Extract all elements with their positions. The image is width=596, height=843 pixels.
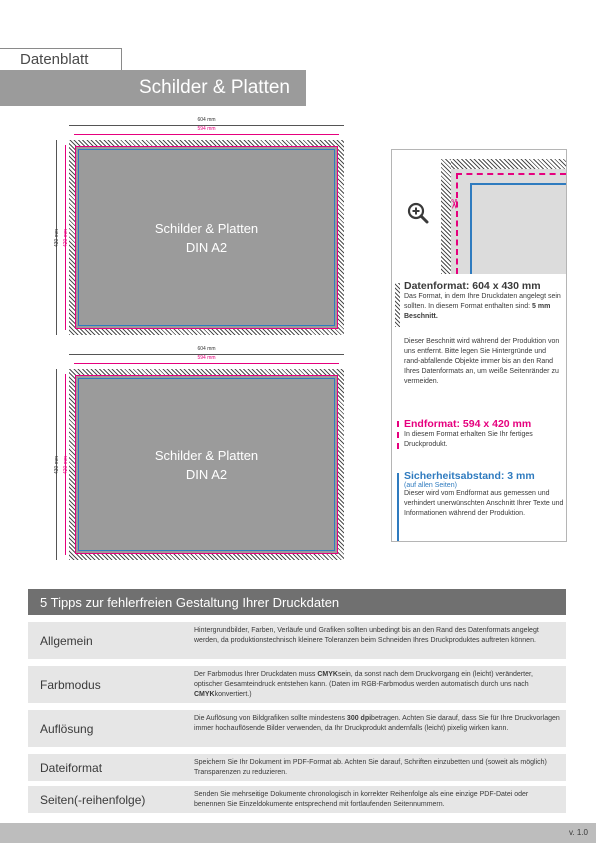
outer-height-label: 430 mm [54, 228, 60, 247]
tip-row [28, 666, 566, 704]
datenformat-text-bold: 5 mm Beschnitt. [404, 303, 551, 320]
dimension-line [74, 134, 339, 135]
safety-line-horizontal [470, 183, 566, 185]
tip-text [194, 714, 560, 734]
sicherheitsabstand-title: Sicherheitsabstand: 3 mm [404, 470, 535, 482]
datenblatt-tab [0, 48, 122, 70]
plate-1-label-line2: DIN A2 [185, 239, 228, 255]
tip-text-part: sein, da sonst nach dem Druckvorgang ein (leicht) veränderter, optischer Gesamteindruck entstehen kann. (Daten im RGB-Farbmodus werden automatisch durch uns nach [194, 671, 533, 688]
tip-row [28, 622, 566, 660]
tip-text-part: Die Auflösung von Bildgrafiken sollte mindestens [194, 715, 347, 722]
page-title-bar [0, 70, 306, 106]
version-label: v. 1.0 [569, 828, 588, 837]
safety-marker-bar [397, 473, 399, 541]
inner-height-label: 420 mm [63, 455, 69, 474]
page-title: Schilder & Platten [138, 77, 290, 98]
tip-text-part: betragen. Achten Sie darauf, dass Sie für Ihre Druckvorlagen immer hochauflösende Bilder verwenden, da Ihr Druckprodukt andernfalls (leicht) pixelig wirken kann. [194, 715, 560, 732]
tips-heading-bar [28, 589, 566, 615]
inner-height-label: 420 mm [63, 228, 69, 247]
tip-row [28, 754, 566, 782]
plate-2-preview [69, 369, 344, 560]
tip-text-bold: CMYK [317, 671, 338, 678]
endformat-title: Endformat: 594 x 420 mm [404, 418, 532, 430]
inner-width-label: 594 mm [197, 355, 216, 361]
trim-line-vertical [456, 173, 458, 274]
tip-text [194, 790, 560, 810]
tab-label: Datenblatt [20, 51, 89, 68]
datenformat-title: Datenformat: 604 x 430 mm [404, 280, 541, 292]
tip-row [28, 710, 566, 748]
beschnitt-text: Dieser Beschnitt wird während der Produktion von uns entfernt. Bitte legen Sie Hintergründe und rand-abfallende Objekte immer bis an den Rand Ihres Datenformats an, um weiße Seitenränder zu vermeiden. [404, 338, 560, 385]
sicherheitsabstand-text: Dieser wird vom Endformat aus gemessen und verhindert unerwünschten Anschnitt Ihrer Texte und Informationen während der Produktion. [404, 490, 564, 517]
sicherheitsabstand-subtitle: (auf allen Seiten) [404, 482, 457, 489]
datenformat-text: Das Format, in dem Ihre Druckdaten angelegt sein sollten. In diesem Format enthalten sind: [404, 293, 561, 310]
plate-1-label-line1: Schilder & Platten [154, 220, 259, 236]
trim-line-horizontal [456, 173, 566, 175]
tip-name: Auflösung [40, 721, 94, 736]
scissors-icon: ✂ [446, 198, 462, 210]
tip-text-part: Hintergrundbilder, Farben, Verläufe und Grafiken sollten unbedingt bis an den Rand des Datenformats angelegt werden, da produktionstechnisch kleinere Toleranzen beim Schneiden Ihres Druckproduktes auftreten können. [194, 627, 539, 644]
tip-text-bold: CMYK [194, 691, 215, 698]
plate-1-preview [69, 140, 344, 335]
tip-text-part: Der Farbmodus Ihrer Druckdaten muss [194, 671, 318, 678]
tip-text [194, 626, 560, 646]
tip-name: Allgemein [40, 633, 93, 648]
endformat-text: In diesem Format erhalten Sie Ihr fertiges Druckprodukt. [404, 431, 533, 448]
zoom-in-icon [407, 202, 429, 224]
trim-marker-bar [397, 421, 400, 449]
outer-width-label: 604 mm [197, 346, 216, 352]
tip-text-part: Speichern Sie Ihr Dokument im PDF-Format ab. Achten Sie darauf, Schriften einzubetten und (soweit als möglich) Transparenzen zu reduzieren. [194, 759, 547, 776]
tip-text [194, 758, 560, 778]
outer-height-label: 430 mm [54, 455, 60, 474]
inner-width-label: 594 mm [197, 126, 216, 132]
outside-area [392, 150, 566, 159]
tip-text-bold: 300 dpi [346, 715, 372, 722]
tip-name: Seiten(-reihenfolge) [40, 792, 146, 807]
tip-name: Dateiformat [40, 760, 103, 775]
footer-bar [0, 823, 596, 843]
tips-heading: 5 Tipps zur fehlerfreien Gestaltung Ihrer Druckdaten [40, 594, 340, 610]
tip-text-part: konvertiert.) [214, 691, 252, 698]
safety-line-vertical [470, 183, 472, 274]
plate-1-end-format [75, 146, 338, 329]
dimension-line [74, 363, 339, 364]
outer-width-label: 604 mm [197, 117, 216, 123]
datenformat-section [392, 280, 566, 330]
tip-text-part: Senden Sie mehrseitige Dokumente chronologisch in korrekter Reihenfolge als eine einzige PDF-Datei oder benennen Sie Einzeldokumente entsprechend mit fortlaufenden Seitennummern. [194, 791, 529, 808]
format-info-box [391, 149, 567, 542]
plate-2-label-line2: DIN A2 [185, 466, 228, 482]
plate-2-end-format [75, 375, 338, 554]
tip-name: Farbmodus [40, 677, 101, 692]
bleed-hatch-top [441, 159, 566, 169]
tip-row [28, 786, 566, 814]
bleed-hatch-bar [395, 283, 400, 327]
bleed-hatch-left [441, 159, 451, 274]
plate-2-label-line1: Schilder & Platten [154, 447, 259, 463]
tip-text [194, 670, 560, 700]
corner-detail-illustration [392, 150, 566, 274]
